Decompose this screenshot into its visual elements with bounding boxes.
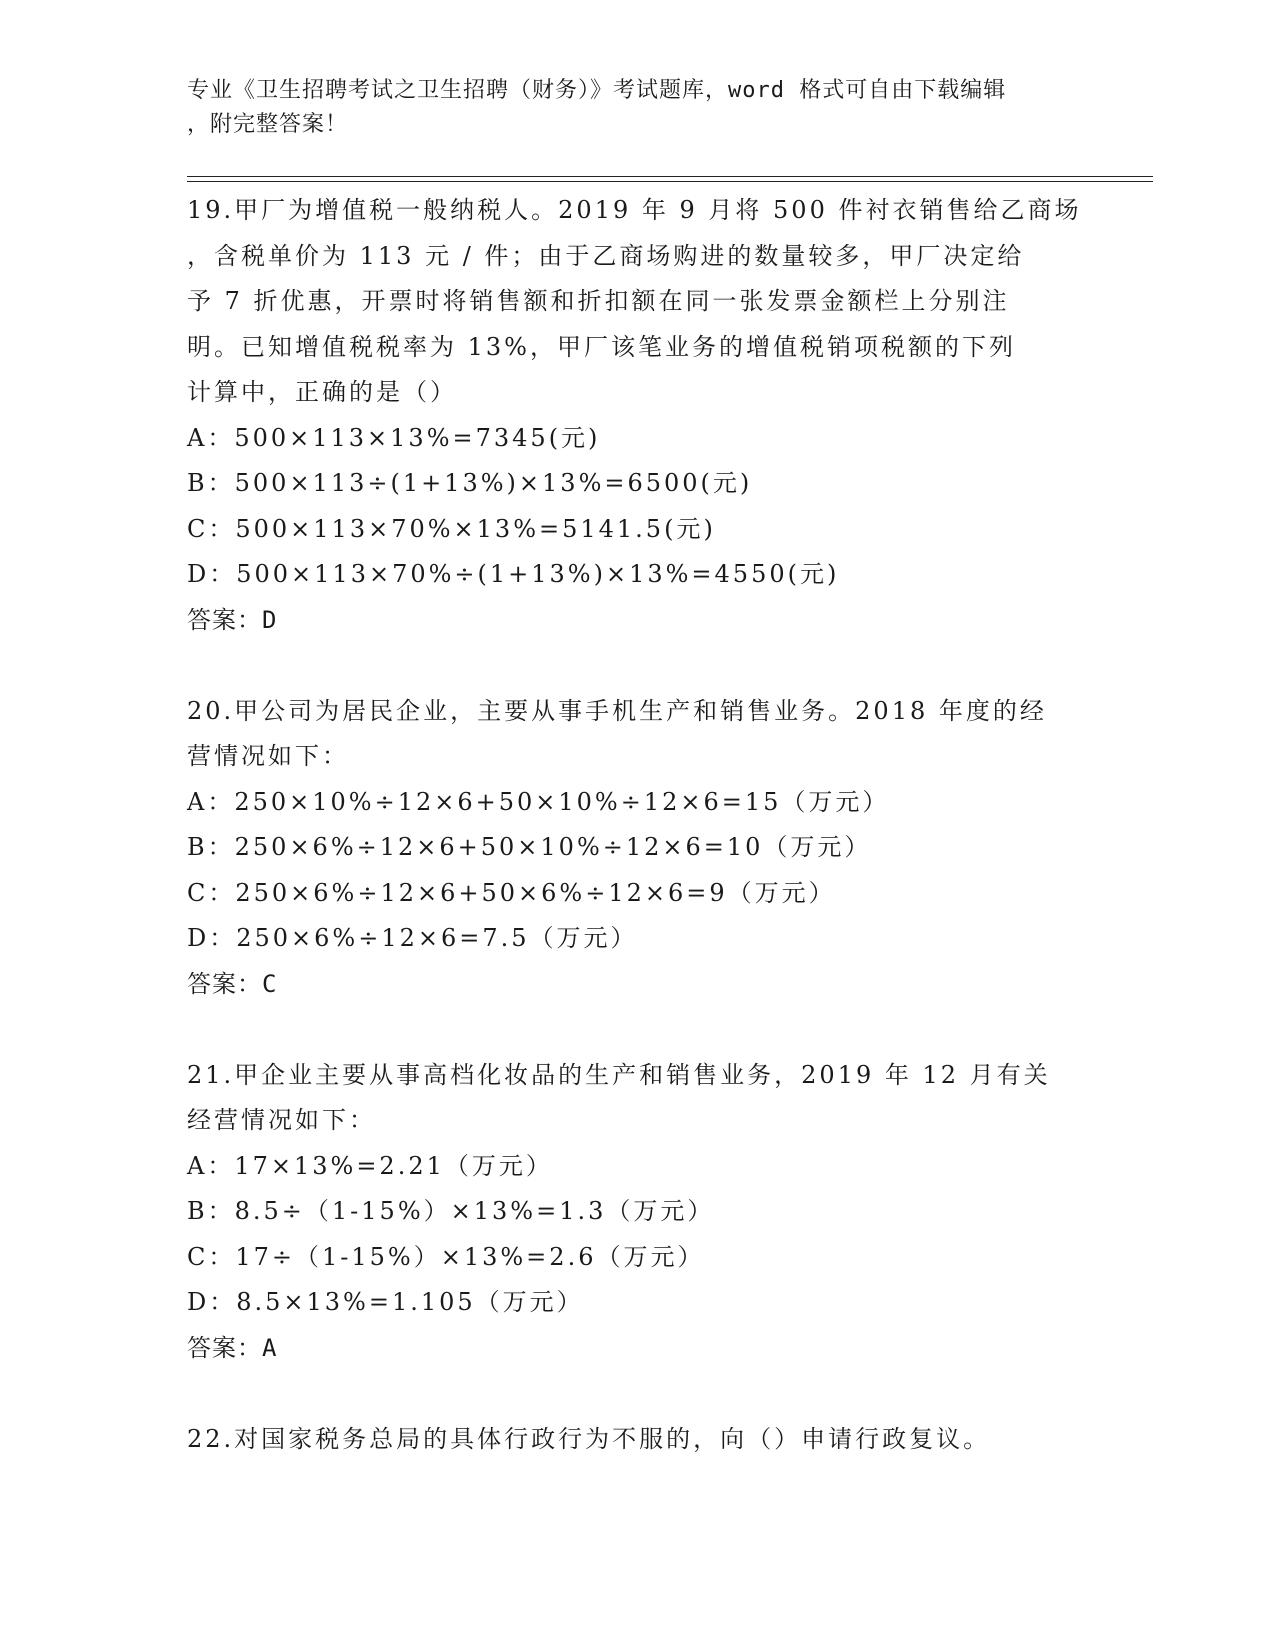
question-stem: 20.甲公司为居民企业，主要从事手机生产和销售业务。2018 年度的经 营情况如下： (187, 696, 1047, 770)
option-d: D：250×6%÷12×6=7.5（万元） (187, 924, 638, 952)
header-title-continuation: ，附完整答案！ (187, 112, 349, 137)
question-stem: 22.对国家税务总局的具体行政行为不服的，向（）申请行政复议。 (187, 1424, 991, 1453)
question-19 (187, 188, 1087, 643)
question-stem: 19.甲厂为增值税一般纳税人。2019 年 9 月将 500 件衬衣销售给乙商场 ，含税单价为 113 元 / 件；由于乙商场购进的数量较多，甲厂决定给 予 7 折优惠，开票时将销售额和折扣额在同一张发票金额栏上分别注 明。已知增值税税率为 13%，甲厂该笔业务的增值税销项税额的下列 计算中，正确的是（） (187, 196, 1082, 406)
option-a: A：500×113×13%=7345(元) (187, 423, 601, 452)
question-stem: 21.甲企业主要从事高档化妆品的生产和销售业务，2019 年 12 月有关 经营情况如下： (187, 1060, 1051, 1134)
option-a: A：17×13%=2.21（万元） (187, 1151, 553, 1180)
question-20 (187, 689, 1087, 1008)
question-21 (187, 1053, 1087, 1372)
option-c: C：500×113×70%×13%=5141.5(元) (187, 514, 716, 543)
header-divider (187, 176, 1153, 182)
answer-line: 答案：A (187, 1333, 278, 1362)
option-a: A：250×10%÷12×6+50×10%÷12×6=15（万元） (187, 787, 890, 816)
option-d: D：8.5×13%=1.105（万元） (187, 1288, 584, 1316)
option-b: B：8.5÷（1-15%）×13%=1.3（万元） (187, 1197, 715, 1225)
question-list (187, 188, 1087, 1508)
answer-line: 答案：C (187, 969, 278, 998)
option-b: B：250×6%÷12×6+50×10%÷12×6=10（万元） (187, 833, 872, 861)
answer-line: 答案：D (187, 605, 278, 634)
document-header (187, 74, 1067, 142)
header-title-line: 专业《卫生招聘考试之卫生招聘（财务）》考试题库，word 格式可自由下载编辑 (187, 78, 1007, 103)
option-b: B：500×113÷(1+13%)×13%=6500(元) (187, 469, 753, 497)
question-22 (187, 1417, 1087, 1463)
option-c: C：250×6%÷12×6+50×6%÷12×6=9（万元） (187, 878, 836, 907)
option-d: D：500×113×70%÷(1+13%)×13%=4550(元) (187, 560, 840, 588)
option-c: C：17÷（1-15%）×13%=2.6（万元） (187, 1242, 705, 1271)
